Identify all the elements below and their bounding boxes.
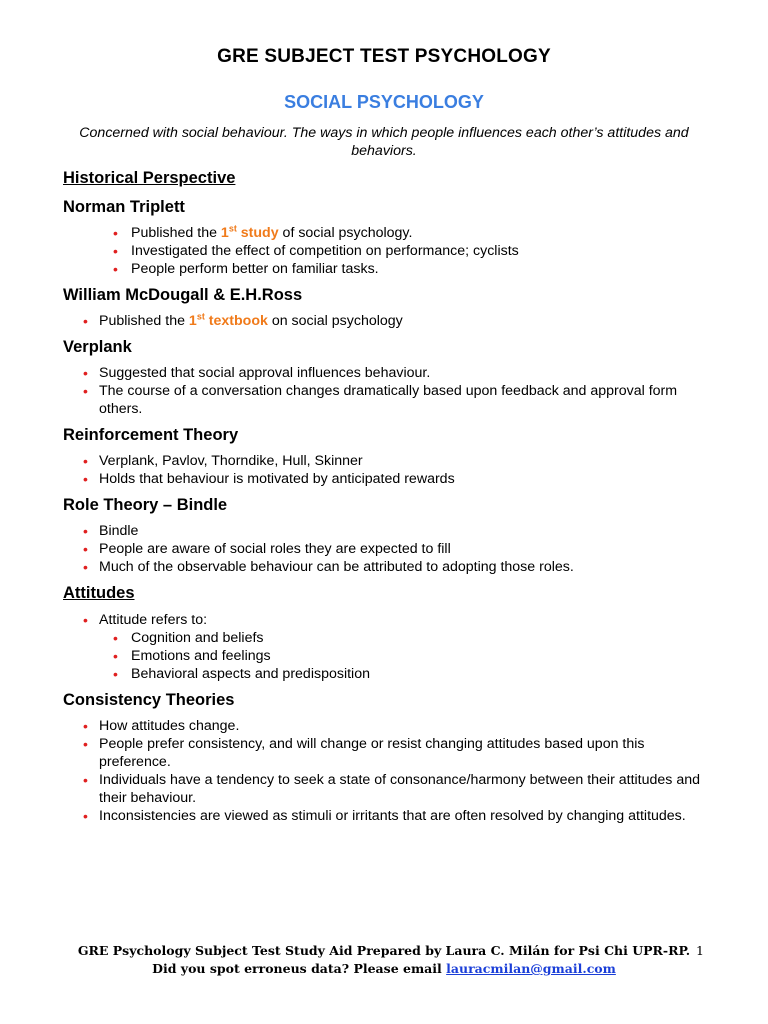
superscript: st — [228, 223, 237, 234]
heading-verplank: Verplank — [63, 338, 132, 356]
list-item-text: Much of the observable behaviour can be attributed to adopting those roles. — [99, 559, 574, 575]
list-item — [63, 260, 713, 278]
mcdougall-list — [63, 312, 713, 330]
document-title: GRE SUBJECT TEST PSYCHOLOGY — [217, 46, 551, 67]
heading-role-theory: Role Theory – Bindle — [63, 496, 228, 514]
bullet-icon: • — [83, 365, 88, 381]
list-item — [63, 807, 713, 825]
list-item — [63, 540, 713, 558]
heading-reinforcement-theory: Reinforcement Theory — [63, 426, 239, 444]
list-item-text: People prefer consistency, and will change or resist changing attitudes based upon this preference. — [99, 736, 645, 770]
list-item-text: Investigated the effect of competition on performance; cyclists — [131, 243, 519, 259]
heading-norman-triplett: Norman Triplett — [63, 198, 185, 216]
verplank-list — [63, 364, 713, 418]
footer-credit: GRE Psychology Subject Test Study Aid Prepared by Laura C. Milán for Psi Chi UPR-RP. — [77, 943, 691, 958]
list-item — [63, 312, 713, 330]
list-item-text: Bindle — [99, 523, 139, 539]
bullet-icon: • — [83, 453, 88, 469]
list-item-text: Emotions and feelings — [131, 648, 271, 664]
attitudes-list — [63, 611, 713, 683]
heading-attitudes: Attitudes — [63, 584, 135, 602]
list-item-text: Holds that behaviour is motivated by anticipated rewards — [99, 471, 455, 487]
page-number: 1 — [696, 943, 704, 958]
footer-contact — [0, 960, 768, 978]
bullet-icon: • — [83, 736, 88, 752]
bullet-icon: • — [83, 718, 88, 734]
bullet-icon: • — [83, 772, 88, 788]
list-item-text: Behavioral aspects and predisposition — [131, 666, 370, 682]
list-item — [63, 771, 713, 807]
role-theory-list — [63, 522, 713, 576]
bullet-icon: • — [83, 313, 88, 329]
list-item — [63, 558, 713, 576]
highlight-text: study — [236, 225, 279, 241]
text-pre: Published the — [131, 225, 221, 241]
bullet-icon: • — [113, 225, 118, 241]
page-footer — [0, 942, 768, 978]
bullet-icon: • — [113, 630, 118, 646]
heading-consistency-theories: Consistency Theories — [63, 691, 235, 709]
list-item-text: Attitude refers to: — [99, 612, 208, 628]
text-post: of social psychology. — [278, 225, 413, 241]
list-item — [63, 717, 713, 735]
list-item-nested — [63, 665, 713, 683]
bullet-icon: • — [113, 243, 118, 259]
bullet-icon: • — [83, 612, 88, 628]
list-item-text: The course of a conversation changes dramatically based upon feedback and approval form others. — [99, 383, 678, 417]
list-item-text: Individuals have a tendency to seek a state of consonance/harmony between their attitudes and their behaviour. — [99, 772, 700, 806]
list-item — [63, 224, 713, 242]
list-item-text: Cognition and beliefs — [131, 630, 264, 646]
list-item-text: Verplank, Pavlov, Thorndike, Hull, Skinner — [99, 453, 363, 469]
intro-text: Concerned with social behaviour. The ways in which people influences each other’s attitudes and behaviors. — [79, 125, 689, 159]
heading-mcdougall-ross: William McDougall & E.H.Ross — [63, 286, 303, 304]
triplett-list — [63, 224, 713, 278]
list-item — [63, 470, 713, 488]
superscript: st — [196, 311, 205, 322]
list-item — [63, 611, 713, 629]
bullet-icon: • — [113, 666, 118, 682]
text-pre: Published the — [99, 313, 189, 329]
list-item-nested — [63, 647, 713, 665]
list-item — [63, 522, 713, 540]
list-item-text: Suggested that social approval influences behaviour. — [99, 365, 431, 381]
bullet-icon: • — [113, 648, 118, 664]
highlight-number: 1 — [188, 313, 197, 329]
highlight-text: textbook — [204, 313, 268, 329]
bullet-icon: • — [83, 471, 88, 487]
list-item-text: People are aware of social roles they are expected to fill — [99, 541, 451, 557]
section-title: SOCIAL PSYCHOLOGY — [284, 92, 484, 112]
text-post: on social psychology — [267, 313, 403, 329]
list-item — [63, 452, 713, 470]
bullet-icon: • — [83, 808, 88, 824]
list-item — [63, 382, 713, 418]
list-item-text: How attitudes change. — [99, 718, 240, 734]
bullet-icon: • — [83, 383, 88, 399]
document-body — [63, 167, 713, 831]
heading-historical-perspective: Historical Perspective — [63, 169, 236, 187]
list-item — [63, 242, 713, 260]
list-item — [63, 735, 713, 771]
bullet-icon: • — [83, 523, 88, 539]
bullet-icon: • — [83, 541, 88, 557]
list-item-nested — [63, 629, 713, 647]
footer-contact-text: Did you spot erroneus data? Please email — [152, 961, 447, 976]
highlight-number: 1 — [220, 225, 229, 241]
bullet-icon: • — [113, 261, 118, 277]
bullet-icon: • — [83, 559, 88, 575]
consistency-list — [63, 717, 713, 825]
list-item-text: People perform better on familiar tasks. — [131, 261, 379, 277]
list-item-text: Inconsistencies are viewed as stimuli or irritants that are often resolved by changing attitudes. — [99, 808, 686, 824]
reinforcement-list — [63, 452, 713, 488]
list-item — [63, 364, 713, 382]
email-link[interactable]: lauracmilan@gmail.com — [446, 961, 616, 976]
